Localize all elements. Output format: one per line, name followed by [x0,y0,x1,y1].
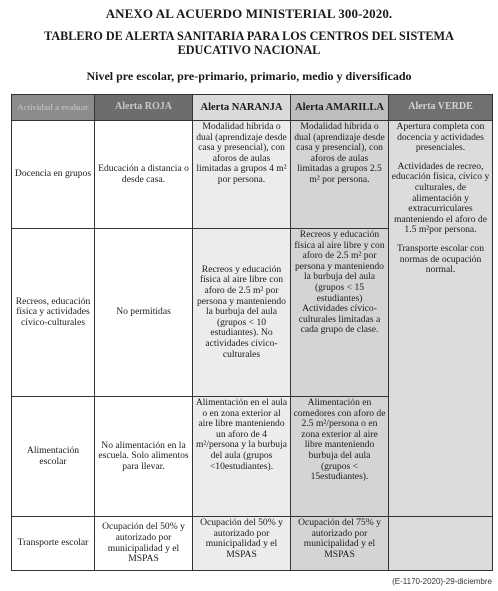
naranja-cell: Alimentación en el aula o en zona exterior al aire libre manteniendo un aforo de 4 m²/persona y la burbuja del aula (grupos <10estudiantes). [193,397,291,517]
activity-cell: Docencia en grupos [12,121,95,229]
document-reference: (E-1170-2020)-29-diciembre [392,577,492,586]
amarilla-cell: Alimentación en comedores con aforo de 2.5 m²/persona o en zona exterior al aire libre manteniendo burbuja del aula (grupos < 15estudiantes). [291,397,389,517]
roja-cell: Ocupación del 50% y autorizado por municipalidad y el MSPAS [95,517,193,571]
board-title-line2: EDUCATIVO NACIONAL [177,43,321,57]
activity-cell: Transporte escolar [12,517,95,571]
naranja-cell: Recreos y educación física al aire libre con aforo de 2.5 m² por persona y manteniendo la burbuja del aula (grupos < 10 estudiantes). No actividades cívico-culturales [193,229,291,397]
roja-cell: No permitidas [95,229,193,397]
verde-paragraph: Actividades de recreo, educación física, cívico y culturales, de alimentación y extracurriculares manteniendo el aforo de 1.5 m²por persona. [391,160,490,236]
verde-paragraph: Apertura completa con docencia y actividades presenciales. [396,121,485,154]
verde-paragraph: Transporte escolar con normas de ocupación normal. [396,242,485,276]
col-header-naranja: Alerta NARANJA [193,95,291,121]
table-header-row [12,95,493,121]
amarilla-cell [291,229,389,397]
col-header-activity: Actividad a evaluar [12,95,95,121]
annex-title: ANEXO AL ACUERDO MINISTERIAL 300-2020. [105,6,393,21]
naranja-cell: Modalidad híbrida o dual (aprendizaje desde casa y presencial), con aforos de aulas limitadas a grupos 4 m² por persona. [193,121,291,229]
amarilla-text: Actividades cívico-culturales limitadas a cada grupo de clase. [298,303,381,336]
activity-cell: Recreos, educación física y actividades cívico-culturales [12,229,95,397]
verde-cell [389,121,493,517]
naranja-cell: Ocupación del 50% y autorizado por municipalidad y el MSPAS [193,517,291,571]
levels-subtitle: Nivel pre escolar, pre-primario, primario, medio y diversificado [86,69,412,83]
roja-cell: Educación a distancia o desde casa. [95,121,193,229]
amarilla-text: Recreos y educación física al aire libre y con aforo de 2.5 m² por persona y manteniendo la burbuja del aula (grupos < 15 estudiantes) [294,229,385,304]
amarilla-cell: Modalidad híbrida o dual (aprendizaje desde casa y presencial), con aforos de aulas limitadas a grupos 2.5 m² por persona. [291,121,389,229]
verde-empty-cell [389,517,493,571]
alert-board-table [11,94,493,571]
board-title-line1: TABLERO DE ALERTA SANITARIA PARA LOS CENTROS DEL SISTEMA [44,29,454,43]
col-header-roja: Alerta ROJA [95,95,193,121]
activity-cell: Alimentación escolar [12,397,95,517]
amarilla-cell: Ocupación del 75% y autorizado por municipalidad y el MSPAS [291,517,389,571]
col-header-verde: Alerta VERDE [389,95,493,121]
col-header-amarilla: Alerta AMARILLA [291,95,389,121]
table-row [12,121,493,229]
table-row [12,517,493,571]
roja-cell: No alimentación en la escuela. Solo alimentos para llevar. [95,397,193,517]
board-title [0,29,498,57]
